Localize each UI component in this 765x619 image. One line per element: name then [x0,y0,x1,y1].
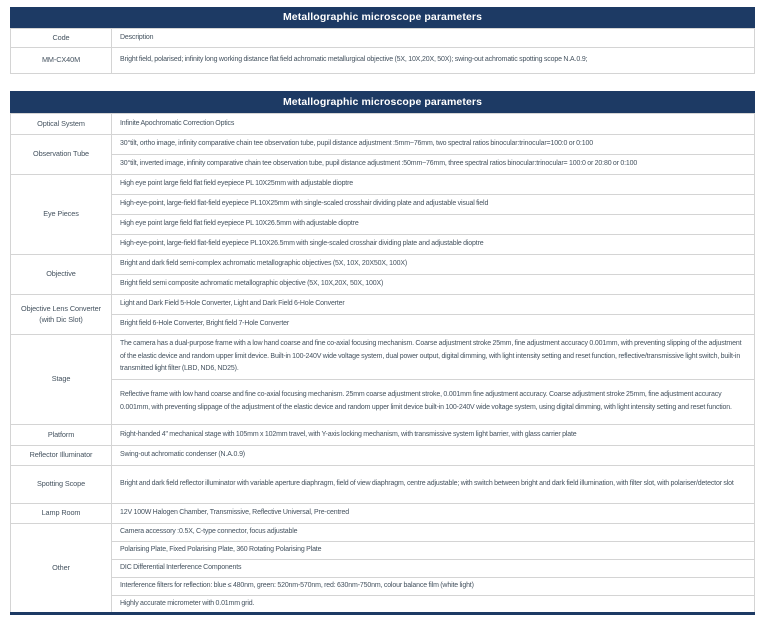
description-cell: Bright field, polarised; infinity long working distance flat field achromatic metallurgical objective (5X, 10X,20X, 50X); swing-out achromatic spotting scope N.A.0.9; [112,48,755,74]
spec-cell: Reflective frame with low hand coarse and fine co-axial focusing mechanism. 25mm coarse adjustment stroke, 0.001mm fine adjustment accuracy. Coarse adjustment stroke 25mm, fine adjustment accuracy 0.001mm, with preventing slippage of the adjustment of the elastic device and random upper limit device built-in 100-240V wide voltage system, using digital dimming, with light intensity setting and reset function. [112,380,755,425]
row-label-other: Other [11,524,112,614]
row-label-objective-lens-converter: Objective Lens Converter (with Dic Slot) [11,295,112,335]
table-row [11,524,755,542]
spec-cell: Bright field semi composite achromatic metallographic objective (5X, 10X,20X, 50X, 100X) [112,275,755,295]
spec-cell: The camera has a dual-purpose frame with a low hand coarse and fine co-axial focusing mechanism. Coarse adjustment stroke 25mm, fine adjustment accuracy 0.001mm, with preventing slipping of the adjustment of the elastic device and random upper limit device. Built-in 100-240V wide voltage system, dual power output, digital dimming, with light intensity setting and reset function, reflective/transmissive light switch, built-in transmitted light filter (LBD, ND6, ND25). [112,335,755,380]
table-row [11,295,755,315]
row-label-platform: Platform [11,425,112,446]
table-row [11,275,755,295]
spec-cell: Bright and dark field reflector illuminator with variable aperture diaphragm, field of view diaphragm, centre adjustable; with switch between bright and dark field illumination, with filter slot, with polariser/detector slot [112,466,755,504]
code-cell: MM-CX40M [11,48,112,74]
spec-cell: DIC Differential Interference Components [112,560,755,578]
spec-cell: 30°tilt, inverted image, infinity comparative chain tee observation tube, pupil distance adjustment :50mm~76mm, three spectral ratios binocular:trinocular= 100:0 or 20:80 or 0:100 [112,155,755,175]
spec-cell: Bright field 6-Hole Converter, Bright field 7-Hole Converter [112,315,755,335]
table-header-row [11,29,755,48]
row-label-reflector-illuminator: Reflector Illuminator [11,446,112,466]
parameters-table [10,91,755,615]
row-label-eye-pieces: Eye Pieces [11,175,112,255]
row-label-lamp-room: Lamp Room [11,504,112,524]
table-row [11,335,755,380]
table-row [11,380,755,425]
code-table [10,7,755,74]
table-row [11,215,755,235]
table-row [11,315,755,335]
table-row [11,596,755,614]
row-label-optical-system: Optical System [11,114,112,135]
spec-cell: High-eye-point, large-field flat-field eyepiece PL10X26.5mm with single-scaled crosshair dividing plate and adjustable dioptre [112,235,755,255]
spec-cell: Interference filters for reflection: blue ≤ 480nm, green: 520nm-570nm, red: 630nm-750nm, colour balance film (white light) [112,578,755,596]
table-row [11,48,755,74]
code-table-grid [10,28,755,74]
spec-cell: Bright and dark field semi-complex achromatic metallographic objectives (5X, 10X, 20X50X, 100X) [112,255,755,275]
table-row [11,578,755,596]
row-label-objective: Objective [11,255,112,295]
table-row [11,114,755,135]
spec-cell: Light and Dark Field 5-Hole Converter, Light and Dark Field 6-Hole Converter [112,295,755,315]
spec-cell: Right-handed 4" mechanical stage with 105mm x 102mm travel, with Y-axis locking mechanism, with transmissive system light barrier, with glass carrier plate [112,425,755,446]
spec-cell: Highly accurate micrometer with 0.01mm grid. [112,596,755,614]
spec-cell: 12V 100W Halogen Chamber, Transmissive, Reflective Universal, Pre-centred [112,504,755,524]
table-row [11,446,755,466]
row-label-observation-tube: Observation Tube [11,135,112,175]
column-header-description: Description [112,29,755,48]
spec-cell: High eye point large field flat field eyepiece PL 10X25mm with adjustable dioptre [112,175,755,195]
row-label-spotting-scope: Spotting Scope [11,466,112,504]
parameters-table-grid [10,113,755,615]
table-row [11,504,755,524]
table-title: Metallographic microscope parameters [10,91,755,113]
spec-cell: 30°tilt, ortho image, infinity comparative chain tee observation tube, pupil distance adjustment :5mm~76mm, two spectral ratios binocular:trinocular=100:0 or 0:100 [112,135,755,155]
spec-cell: Polarising Plate, Fixed Polarising Plate, 360 Rotating Polarising Plate [112,542,755,560]
table-row [11,466,755,504]
table-row [11,542,755,560]
spec-cell: Infinite Apochromatic Correction Optics [112,114,755,135]
spec-cell: High-eye-point, large-field flat-field eyepiece PL10X25mm with single-scaled crosshair dividing plate and adjustable visual field [112,195,755,215]
table-row [11,135,755,155]
spec-cell: Swing-out achromatic condenser (N.A.0.9) [112,446,755,466]
table-row [11,255,755,275]
table-row [11,195,755,215]
table-row [11,425,755,446]
table-title: Metallographic microscope parameters [10,7,755,28]
table-row [11,560,755,578]
spec-cell: Camera accessory :0.5X, C-type connector, focus adjustable [112,524,755,542]
table-row [11,155,755,175]
column-header-code: Code [11,29,112,48]
row-label-stage: Stage [11,335,112,425]
spec-cell: High eye point large field flat field eyepiece PL 10X26.5mm with adjustable dioptre [112,215,755,235]
table-row [11,175,755,195]
table-row [11,235,755,255]
